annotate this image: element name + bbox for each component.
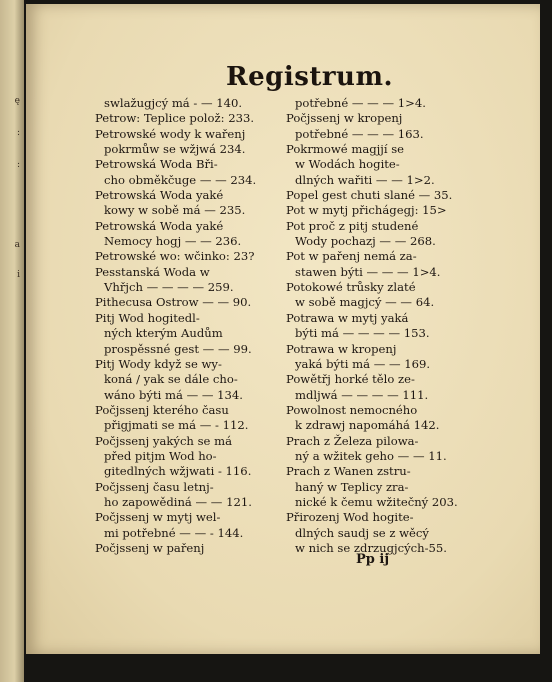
index-entry-line: Pitj Wod hogitedl- bbox=[95, 310, 200, 325]
index-entry-line: ný a wžitek geho — — 11. bbox=[295, 448, 447, 463]
index-entry-line: Pot proč z pitj studené bbox=[286, 218, 419, 233]
index-entry-line: Petrow: Teplice polož: 233. bbox=[95, 111, 255, 126]
index-entry-line: býti má — — — — 153. bbox=[295, 326, 430, 341]
index-entry-line: Pithecusa Ostrow — — 90. bbox=[95, 295, 252, 310]
index-entry-line: pokrmůw se wžjwá 234. bbox=[104, 142, 246, 157]
left-page-edge bbox=[0, 0, 24, 682]
index-entry-line: w nich se zdrzugjcých-55. bbox=[295, 540, 447, 555]
index-entry-line: w sobě magjcý — — 64. bbox=[295, 295, 435, 310]
index-entry-line: Popel gest chuti slané — 35. bbox=[286, 188, 453, 203]
index-entry-line: Počjssenj w pařenj bbox=[95, 540, 205, 555]
index-entry-line: cho obměkčuge — — 234. bbox=[104, 172, 257, 187]
index-entry-line: přigjmati se má — - 112. bbox=[104, 418, 249, 433]
index-entry-line: Pokrmowé magjjí se bbox=[286, 142, 405, 157]
index-entry-line: Potokowé trůsky zlaté bbox=[286, 280, 416, 295]
index-entry-line: Vhřjch — — — — 259. bbox=[104, 280, 234, 295]
index-entry-line: Počjssenj w mytj wel- bbox=[95, 510, 221, 525]
left-page-fragment: : bbox=[16, 160, 20, 170]
index-entry-line: Počjssenj kterého času bbox=[95, 402, 229, 417]
index-entry-line: Pesstanská Woda w bbox=[95, 264, 210, 279]
index-entry-line: potřebné — — — 163. bbox=[295, 126, 424, 141]
index-entry-line: Prach z Wanen zstru- bbox=[286, 464, 411, 479]
index-entry-line: haný w Teplicy zra- bbox=[295, 479, 409, 494]
index-entry-line: swlažugjcý má - — 140. bbox=[104, 96, 243, 110]
index-entry-line: Prach z Železa pilowa- bbox=[286, 433, 419, 448]
index-entry-line: Nemocy hogj — — 236. bbox=[104, 234, 242, 249]
index-entry-line: Počjssenj yakých se má bbox=[95, 433, 232, 448]
signature-mark: Pp ij bbox=[356, 552, 390, 567]
index-entry-line: Počjssenj času letnj- bbox=[95, 479, 214, 494]
index-entry-line: Potrawa w kropenj bbox=[286, 341, 397, 356]
index-entry-line: Powětřj horké tělo ze- bbox=[286, 372, 415, 387]
index-entry-line: dlných wařiti — — 1>2. bbox=[295, 172, 435, 187]
index-entry-line: koná / yak se dále cho- bbox=[104, 372, 238, 387]
index-entry-line: Petrowské wody k wařenj bbox=[95, 126, 246, 141]
index-column-right bbox=[286, 96, 458, 556]
index-entry-line: ných kterým Audům bbox=[104, 326, 223, 341]
index-entry-line: kowy w sobě má — 235. bbox=[104, 203, 246, 218]
index-entry-line: Přirozenj Wod hogite- bbox=[286, 510, 414, 525]
index-entry-line: mi potřebné — — - 144. bbox=[104, 525, 244, 540]
page-title: Registrum. bbox=[226, 62, 394, 92]
index-entry-line: yaká býti má — — 169. bbox=[295, 356, 431, 371]
index-entry-line: Petrowská Woda yaké bbox=[95, 218, 224, 233]
index-entry-line: Powolnost nemocného bbox=[286, 402, 418, 417]
index-entry-line: wáno býti má — — 134. bbox=[104, 387, 243, 402]
index-entry-line: Petrowská Woda Bři- bbox=[95, 157, 218, 172]
index-entry-line: gitedlných wžjwati - 116. bbox=[104, 464, 252, 479]
left-page-fragment: i bbox=[17, 270, 20, 280]
index-entry-line: w Wodách hogite- bbox=[295, 157, 400, 172]
index-entry-line: k zdrawj napomáhá 142. bbox=[295, 418, 440, 433]
left-page-fragment: ę bbox=[14, 96, 20, 106]
index-entry-line: dlných saudj se z wěcý bbox=[295, 525, 429, 540]
index-entry-line: Pot w pařenj nemá za- bbox=[286, 249, 417, 264]
index-entry-line: Petrowské wo: wčinko: 23? bbox=[95, 249, 255, 264]
index-entry-line: Pitj Wody když se wy- bbox=[95, 356, 222, 371]
index-entry-line: Počjssenj w kropenj bbox=[286, 111, 403, 126]
index-entry-line: Wody pochazj — — 268. bbox=[295, 234, 436, 249]
index-entry-line: potřebné — — — 1>4. bbox=[295, 96, 426, 110]
index-entry-line: prospěssné gest — — 99. bbox=[104, 341, 252, 356]
left-page-fragment: : bbox=[16, 128, 20, 138]
index-entry-line: Potrawa w mytj yaká bbox=[286, 310, 409, 325]
index-entry-line: Pot w mytj přichágegj: 15> bbox=[286, 203, 447, 218]
index-entry-line: mdljwá — — — — 111. bbox=[295, 387, 429, 402]
index-entry-line: Petrowská Woda yaké bbox=[95, 188, 224, 203]
book-page bbox=[26, 4, 540, 654]
index-column-left bbox=[95, 96, 275, 556]
index-entry-line: stawen býti — — — 1>4. bbox=[295, 264, 441, 279]
left-page-fragment: a bbox=[14, 240, 20, 250]
index-entry-line: nické k čemu wžitečný 203. bbox=[295, 494, 458, 509]
index-entry-line: před pitjm Wod ho- bbox=[104, 448, 217, 463]
index-entry-line: ho zapowědiná — — 121. bbox=[104, 494, 252, 509]
